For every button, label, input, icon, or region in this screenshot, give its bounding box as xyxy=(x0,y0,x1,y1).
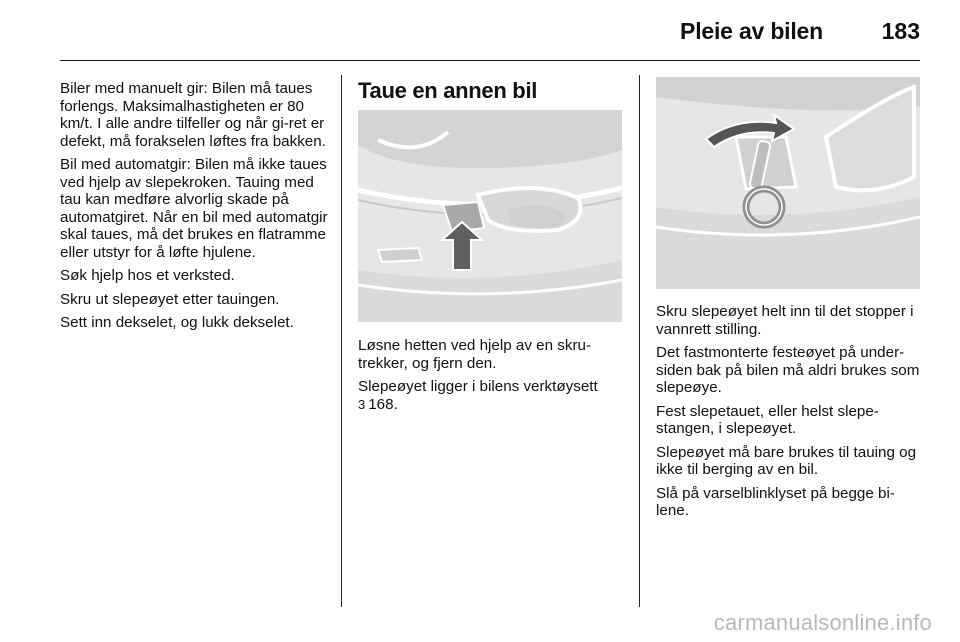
page-reference-number: 168. xyxy=(368,395,398,413)
paragraph: Skru slepeøyet helt inn til det stopper i vannrett stilling. xyxy=(656,303,914,338)
running-header-title: Pleie av bilen xyxy=(680,18,823,44)
section-title: Taue en annen bil xyxy=(358,78,538,103)
paragraph: Slå på varselblinklyset på begge bi-lene. xyxy=(656,484,895,519)
right-column-text xyxy=(656,303,926,526)
paragraph: Skru ut slepeøyet etter tauingen. xyxy=(60,290,280,308)
paragraph: Fest slepetauet, eller helst slepe-stangen, i slepeøyet. xyxy=(656,402,879,437)
middle-column-text xyxy=(358,337,626,419)
column-divider-left xyxy=(341,75,342,607)
watermark-text: carmanualsonline.info xyxy=(713,610,932,635)
page-reference[interactable] xyxy=(358,396,626,414)
figure-bumper-cover xyxy=(358,110,622,322)
column-divider-right xyxy=(639,75,640,607)
paragraph: Søk hjelp hos et verksted. xyxy=(60,267,235,284)
page-reference-arrow-icon: 3 xyxy=(358,396,366,412)
paragraph: Løsne hetten ved hjelp av en skru-trekker, og fjern den. xyxy=(358,337,592,372)
paragraph: Bil med automatgir: Bilen må ikke taues ved hjelp av slepekroken. Tauing med tau kan medføre alvorlig skade på automatgiret. Når en bil med automatgir skal taues, må det brukes en flatramme eller utstyr for å løfte hjulene. xyxy=(60,156,328,261)
bumper-cover-illustration xyxy=(358,110,622,322)
paragraph: Det fastmonterte festeøyet på under-siden bak på bilen må aldri brukes som slepeøye. xyxy=(656,344,920,396)
paragraph: Biler med manuelt gir: Bilen må taues forlengs. Maksimalhastigheten er 80 km/t. I alle andre tilfeller og når gi-ret er defekt, må forakselen løftes fra bakken. xyxy=(60,80,326,150)
left-column xyxy=(60,80,328,338)
paragraph: Slepeøyet ligger i bilens verktøysett xyxy=(358,378,598,395)
figure-towing-eye xyxy=(656,77,920,289)
paragraph: Slepeøyet må bare brukes til tauing og ikke til berging av en bil. xyxy=(656,443,917,478)
page-number: 183 xyxy=(881,18,920,44)
paragraph: Sett inn dekselet, og lukk dekselet. xyxy=(60,314,294,331)
towing-eye-illustration xyxy=(656,77,920,289)
header-rule xyxy=(60,60,920,61)
